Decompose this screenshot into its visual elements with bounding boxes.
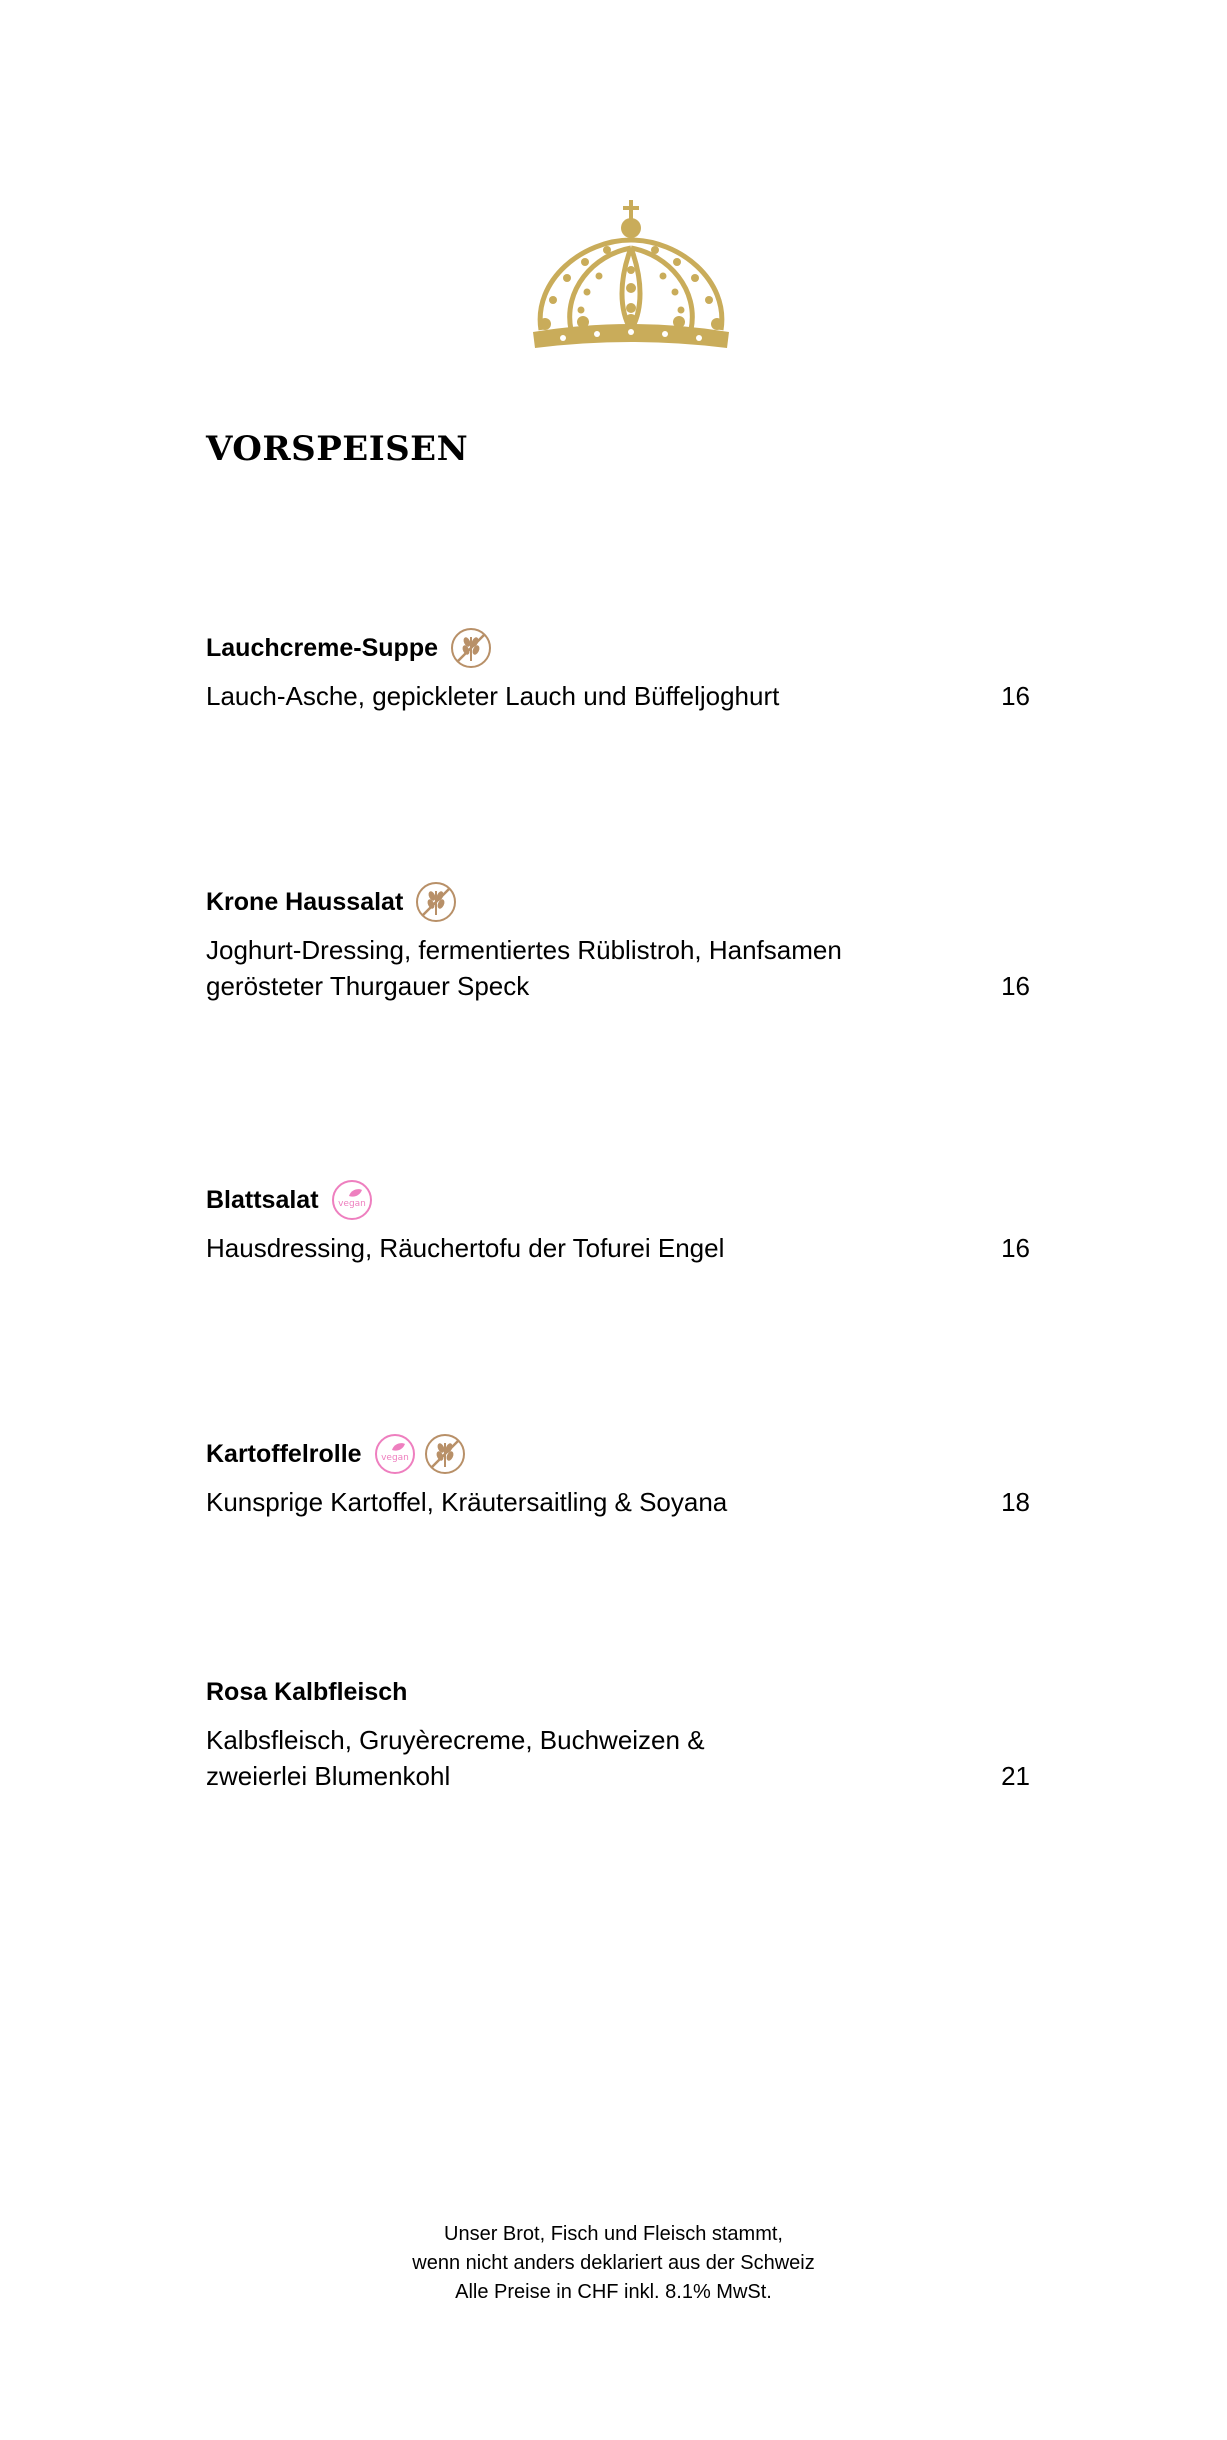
item-price: 16 xyxy=(1001,1233,1030,1263)
crown-logo xyxy=(523,200,739,360)
menu-item xyxy=(206,1432,1030,1520)
gluten-free-icon xyxy=(415,881,457,923)
item-description-line: zweierlei Blumenkohl xyxy=(206,1761,451,1791)
section-title: VORSPEISEN xyxy=(206,429,469,469)
item-description xyxy=(206,932,906,1004)
footer-note xyxy=(0,2220,1227,2307)
item-description-line: Kalbsfleisch, Gruyèrecreme, Buchweizen & xyxy=(206,1725,705,1755)
vegan-icon xyxy=(374,1433,416,1475)
item-description-line: gerösteter Thurgauer Speck xyxy=(206,971,530,1001)
item-price: 21 xyxy=(1001,1761,1030,1791)
vegan-icon xyxy=(331,1179,373,1221)
item-name: Lauchcreme-Suppe xyxy=(206,633,439,662)
menu-item xyxy=(206,626,1030,714)
item-name: Krone Haussalat xyxy=(206,887,404,916)
item-description-line: Joghurt-Dressing, fermentiertes Rüblistroh, Hanfsamen xyxy=(206,935,842,965)
item-price: 16 xyxy=(1001,681,1030,711)
footer-line: Unser Brot, Fisch und Fleisch stammt, xyxy=(444,2223,783,2245)
gluten-free-icon xyxy=(450,627,492,669)
footer-line: wenn nicht anders deklariert aus der Schweiz xyxy=(412,2252,815,2274)
item-price: 18 xyxy=(1001,1487,1030,1517)
item-price: 16 xyxy=(1001,971,1030,1001)
item-description: Hausdressing, Räuchertofu der Tofurei Engel xyxy=(206,1233,725,1263)
vegan-label: vegan xyxy=(337,1199,366,1209)
menu-item xyxy=(206,1178,1030,1266)
item-description: Lauch-Asche, gepickleter Lauch und Büffeljoghurt xyxy=(206,681,780,711)
footer-line: Alle Preise in CHF inkl. 8.1% MwSt. xyxy=(455,2281,772,2303)
item-name: Kartoffelrolle xyxy=(206,1439,362,1468)
menu-item xyxy=(206,1670,1030,1794)
vegan-label: vegan xyxy=(380,1453,409,1463)
menu-item xyxy=(206,880,1030,1004)
item-name: Rosa Kalbfleisch xyxy=(206,1677,408,1706)
item-description: Kunsprige Kartoffel, Kräutersaitling & Soyana xyxy=(206,1487,728,1517)
item-name: Blattsalat xyxy=(206,1185,319,1214)
item-description xyxy=(206,1722,906,1794)
gluten-free-icon xyxy=(424,1433,466,1475)
